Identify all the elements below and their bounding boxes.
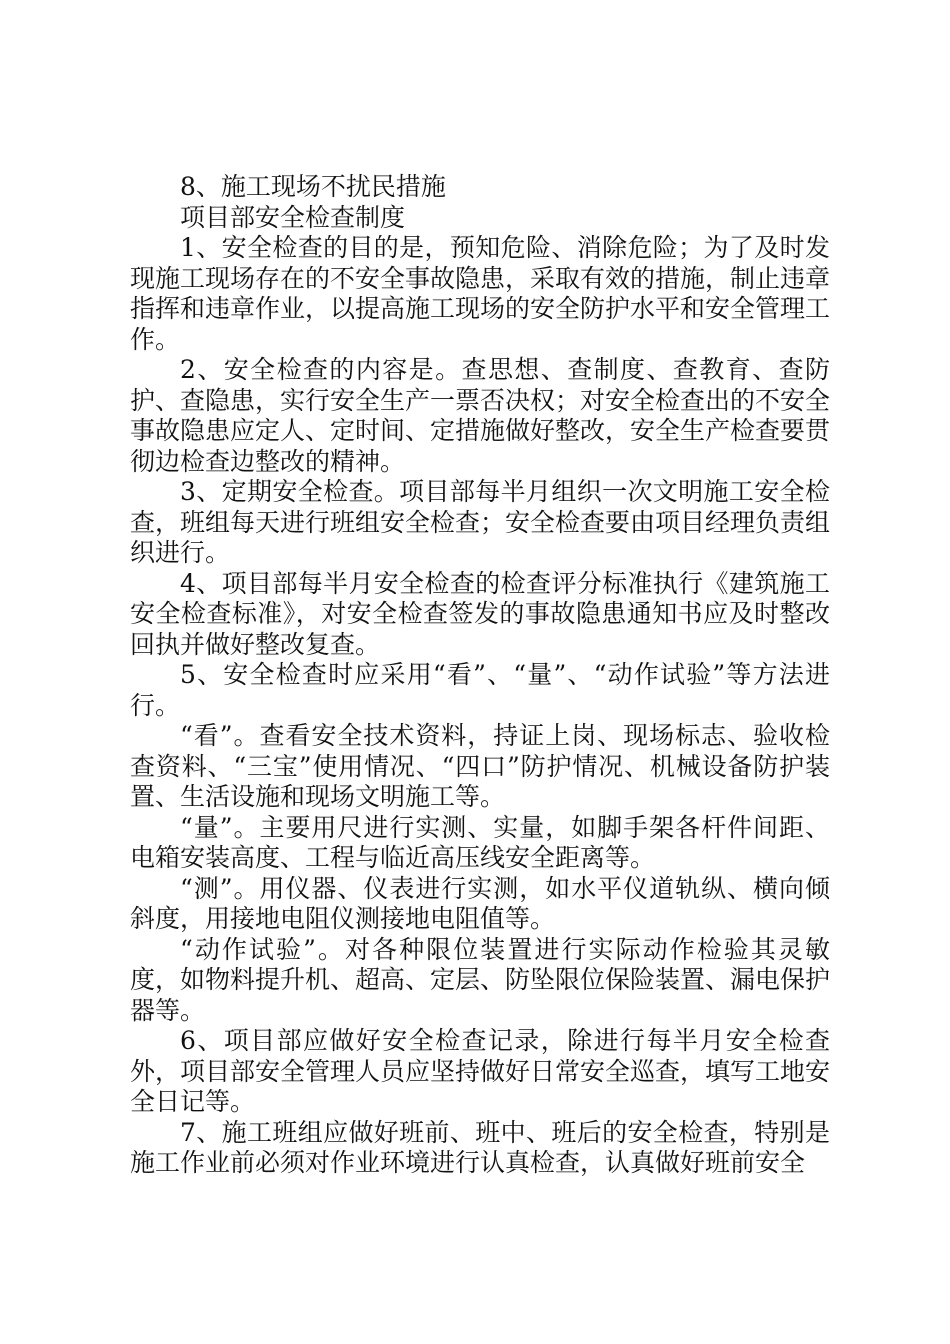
paragraph-4: 4、项目部每半月安全检查的检查评分标准执行《建筑施工安全检查标准》，对安全检查签发的事故隐患通知书应及时整改回执并做好整改复查。	[130, 568, 830, 659]
section-title: 项目部安全检查制度	[180, 202, 406, 232]
paragraph-test: “测”。用仪器、仪表进行实测，如水平仪道轨纵、横向倾斜度，用接地电阻仪测接地电阻值等。	[130, 873, 830, 933]
paragraph-1: 1、安全检查的目的是，预知危险、消除危险；为了及时发现施工现场存在的不安全事故隐患，采取有效的措施，制止违章指挥和违章作业，以提高施工现场的安全防护水平和安全管理工作。	[130, 233, 831, 354]
document-body	[130, 172, 830, 1179]
paragraph-6: 6、项目部应做好安全检查记录，除进行每半月安全检查外，项目部安全管理人员应坚持做好日常安全巡查，填写工地安全日记等。	[130, 1026, 831, 1116]
paragraph-2: 2、安全检查的内容是。查思想、查制度、查教育、查防护、查隐患，实行安全生产一票否决权；对安全检查出的不安全事故隐患应定人、定时间、定措施做好整改，安全生产检查要贯彻边检查边整改的精神。	[130, 355, 831, 476]
paragraph-5: 5、安全检查时应采用“看”、“量”、“动作试验”等方法进行。	[130, 660, 830, 720]
section-heading: 8、施工现场不扰民措施	[180, 172, 446, 201]
paragraph-7: 7、施工班组应做好班前、班中、班后的安全检查，特别是施工作业前必须对作业环境进行认真检查，认真做好班前安全	[130, 1117, 830, 1177]
paragraph-measure: “量”。主要用尺进行实测、实量，如脚手架各杆件间距、电箱安装高度、工程与临近高压线安全距离等。	[130, 812, 830, 872]
paragraph-look: “看”。查看安全技术资料，持证上岗、现场标志、验收检查资料、“三宝”使用情况、“四口”防护情况、机械设备防护装置、生活设施和现场文明施工等。	[130, 721, 830, 811]
paragraph-action-test: “动作试验”。对各种限位装置进行实际动作检验其灵敏度，如物料提升机、超高、定层、防坠限位保险装置、漏电保护器等。	[130, 934, 831, 1025]
paragraph-3: 3、定期安全检查。项目部每半月组织一次文明施工安全检查，班组每天进行班组安全检查；安全检查要由项目经理负责组织进行。	[130, 477, 831, 567]
